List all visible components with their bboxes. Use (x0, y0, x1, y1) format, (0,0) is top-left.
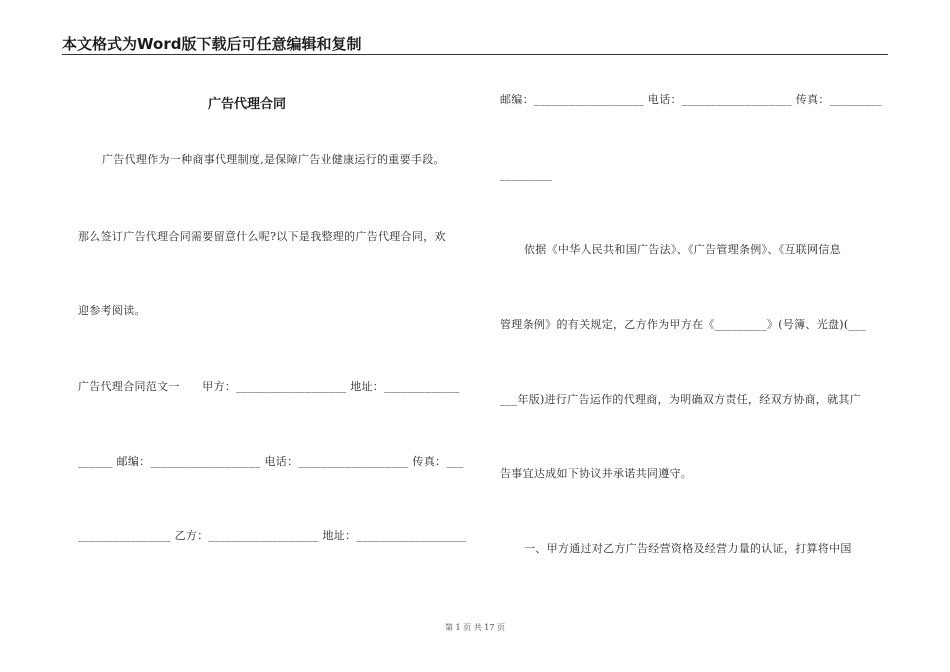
paragraph-line: 邮编：___________________ 电话：___________________ 传真：_________ (500, 93, 882, 106)
paragraph-line: 依据《中华人民共和国广告法》、《广告管理条例》、《互联网信息 (524, 243, 841, 256)
paragraph-line: 那么签订广告代理合同需要留意什么呢?以下是我整理的广告代理合同，欢 (78, 230, 446, 243)
paragraph-line: 广告代理作为一种商事代理制度,是保障广告业健康运行的重要手段。 (102, 153, 445, 166)
paragraph-line: ______ 邮编：___________________ 电话：___________________ 传真：___ (78, 455, 464, 468)
right-column (500, 0, 888, 672)
page-number: 第 1 页 共 17 页 (445, 623, 505, 632)
paragraph-line: 广告代理合同范文一 甲方：___________________ 地址：_____________ (78, 380, 460, 393)
paragraph-line: 告事宜达成如下协议并承诺共同遵守。 (500, 467, 693, 480)
header-title: 本文格式为Word版下载后可任意编辑和复制 (62, 35, 362, 53)
paragraph-line: 一、甲方通过对乙方广告经营资格及经营力量的认证，打算将中国 (524, 542, 852, 555)
paragraph-line: _________ (500, 168, 553, 181)
paragraph-line: ________________ 乙方：___________________ 地址：___________________ (78, 529, 467, 542)
paragraph-line: ___年版)进行广告运作的代理商，为明确双方责任，经双方协商，就其广 (500, 393, 861, 406)
document-title: 广告代理合同 (208, 97, 287, 112)
paragraph-line: 管理条例》的有关规定，乙方作为甲方在《_________》(号簿、光盘)(___ (500, 318, 866, 331)
paragraph-line: 迎参考阅读。 (78, 304, 146, 317)
left-column (78, 0, 468, 672)
